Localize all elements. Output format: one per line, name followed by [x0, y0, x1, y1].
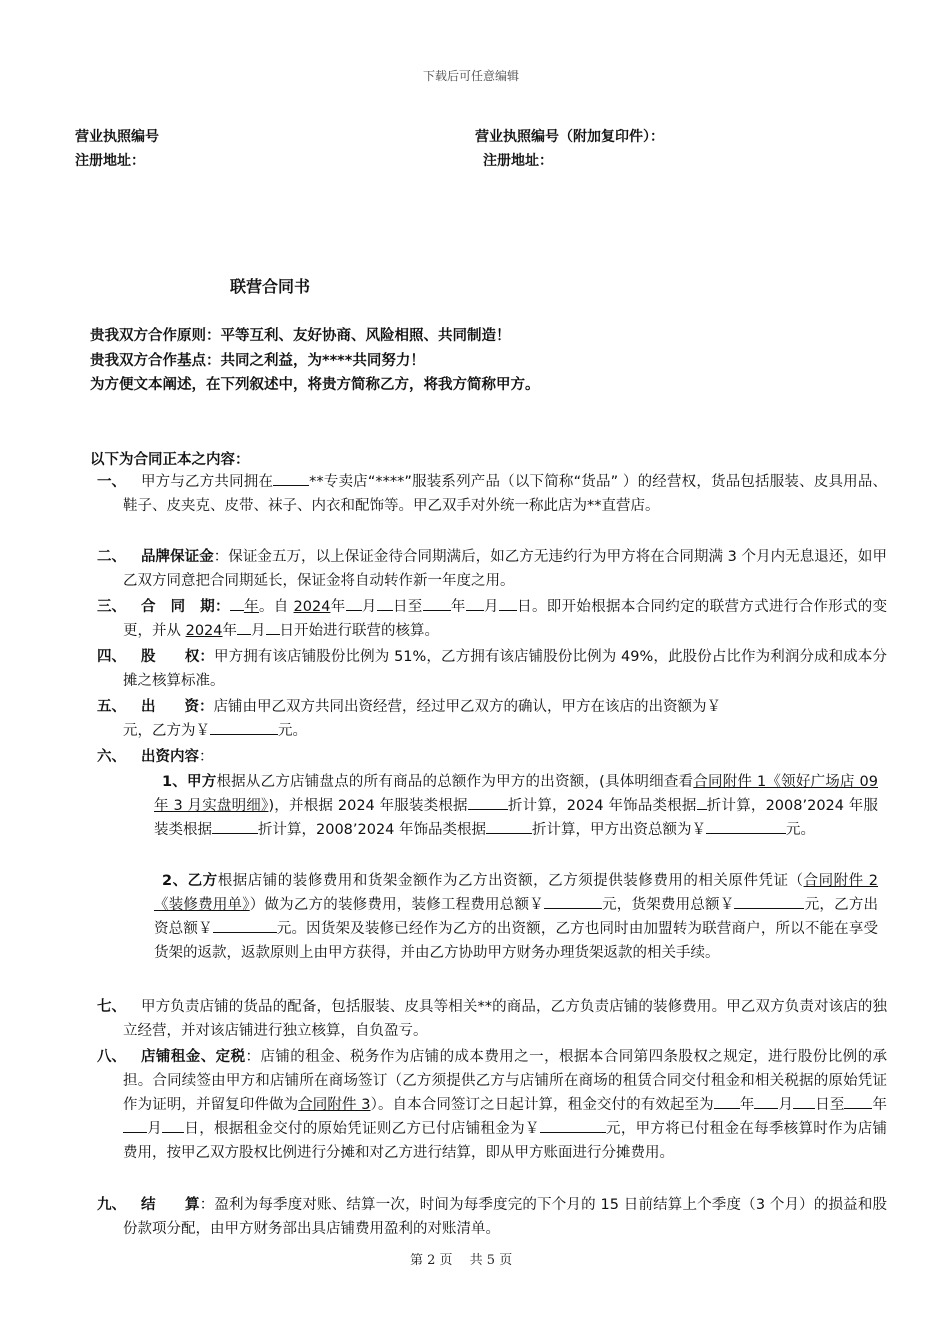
- clause-4-number: 四、: [97, 649, 126, 665]
- clause-6-item-2: 2、乙方根据店铺的装修费用和货架金额作为乙方出资额，乙方须提供装修费用的相关原件凭证（合同附件 2《装修费用单》）做为乙方的装修费用，装修工程费用总额￥ 元，货架费用总额￥ 元，乙方出资总额￥ 元。因货架及装修已经作为乙方的出资额，乙方也同时由加盟转为联营商户，所以不能在享受货架的返款，返款原则上由甲方获得，并由乙方协助甲方财务办理货架返款的相关手续。: [154, 873, 879, 961]
- clause-8: [97, 1045, 887, 1165]
- intro-line-3: 为方便文本阐述，在下列叙述中，将贵方简称乙方，将我方简称甲方。: [90, 377, 540, 393]
- intro-line-2: 贵我双方合作基点：共同之利益，为****共同努力！: [90, 353, 425, 369]
- clause-6-item-1: 1、甲方根据从乙方店铺盘点的所有商品的总额作为甲方的出资额，(具体明细查看合同附件 1《领好广场店 09 年 3 月实盘明细》)，并根据 2024 年服装类根据 折计算，2024 年饰品类根据 折计算，2008’2024 年服装类根据 折计算，2008’2024 年饰品类根据 折计算，甲方出资总额为￥ 元。: [154, 774, 878, 838]
- body-heading: 以下为合同正本之内容：: [90, 452, 250, 468]
- page-footer: 第 2 页 共 5 页: [410, 1253, 513, 1268]
- address-label-left: 注册地址：: [75, 153, 145, 169]
- clause-7-text: 甲方负责店铺的货品的配备，包括服装、皮具等相关**的商品，乙方负责店铺的装修费用。甲乙双方负责对该店的独立经营，并对该店铺进行独立核算，自负盈亏。: [123, 999, 887, 1039]
- clause-2: [97, 545, 887, 593]
- license-label-left: 营业执照编号: [75, 129, 159, 145]
- intro-line-1: 贵我双方合作原则：平等互利、友好协商、风险相照、共同制造！: [90, 328, 511, 344]
- clause-6: [97, 745, 887, 769]
- clause-3-number: 三、: [97, 599, 126, 615]
- attachment-2-link: 合同附件 2《装修费用单》: [154, 873, 878, 913]
- clause-1: [97, 470, 887, 518]
- clause-9-number: 九、: [97, 1197, 126, 1213]
- clause-2-number: 二、: [97, 549, 126, 565]
- clause-7: [97, 995, 887, 1043]
- address-label-right: 注册地址：: [483, 153, 553, 169]
- clause-5-number: 五、: [97, 699, 126, 715]
- clause-1-text: 甲方与乙方共同拥在 **专卖店“****”服装系列产品（以下简称“货品” ）的经营权，货品包括服装、皮具用品、鞋子、皮夹克、皮带、袜子、内衣和配饰等。甲乙双手对外统一称此店为**直营店。: [123, 470, 887, 518]
- attachment-3-link: 合同附件 3: [298, 1097, 371, 1113]
- clause-8-number: 八、: [97, 1049, 126, 1065]
- clause-9-text: 结 算：盈利为每季度对账、结算一次，时间为每季度完的下个月的 15 日前结算上个季度（3 个月）的损益和股份款项分配，由甲方财务部出具店铺费用盈利的对账清单。: [123, 1197, 888, 1237]
- clause-6-text: 出资内容：: [141, 749, 214, 765]
- clause-7-number: 七、: [97, 999, 126, 1015]
- clause-4-text: 股 权：甲方拥有该店铺股份比例为 51%，乙方拥有该店铺股份比例为 49%，此股份占比作为利润分成和成本分摊之核算标准。: [123, 649, 888, 689]
- clause-2-text: 品牌保证金：保证金五万，以上保证金待合同期满后，如乙方无违约行为甲方将在合同期满 3 个月内无息退还，如甲乙双方同意把合同期延长，保证金将自动转作新一年度之用。: [123, 549, 887, 589]
- clause-9: [97, 1193, 887, 1241]
- clause-5-text: 出 资：店铺由甲乙双方共同出资经营，经过甲乙双方的确认，甲方在该店的出资额为￥ 元，乙方为￥ 元。: [123, 699, 721, 739]
- clause-3-text: 合 同 期： 年。自 2024年 月 日至 年 月 日。即开始根据本合同约定的联营方式进行合作形式的变更，并从 2024年 月 日开始进行联营的核算。: [123, 595, 887, 643]
- document-title: 联营合同书: [230, 277, 311, 296]
- clause-6-number: 六、: [97, 749, 126, 765]
- clause-3: [97, 595, 887, 643]
- clause-4: [97, 645, 887, 693]
- page-header: 下载后可任意编辑: [423, 69, 520, 83]
- clause-5: [97, 695, 887, 743]
- clause-1-number: 一、: [97, 474, 126, 490]
- attachment-1-link: 合同附件 1《领好广场店 09 年 3 月实盘明细》: [154, 774, 878, 814]
- license-label-right: 营业执照编号（附加复印件）：: [475, 129, 664, 145]
- clause-8-text: 店铺租金、定税：店铺的租金、税务作为店铺的成本费用之一，根据本合同第四条股权之规定，进行股份比例的承担。合同续签由甲方和店铺所在商场签订（乙方须提供乙方与店铺所在商场的租赁合同交付租金和相关税据的原始凭证作为证明，并留复印件做为合同附件 3）。自本合同签订之日起计算，租金交付的有效起至为 年 月 日至 年月 日，根据租金交付的原始凭证则乙方已付店铺租金为￥ 元，甲方将已付租金在每季核算时作为店铺费用，按甲乙双方股权比例进行分摊和对乙方进行结算，即从甲方账面进行分摊费用。: [123, 1049, 888, 1161]
